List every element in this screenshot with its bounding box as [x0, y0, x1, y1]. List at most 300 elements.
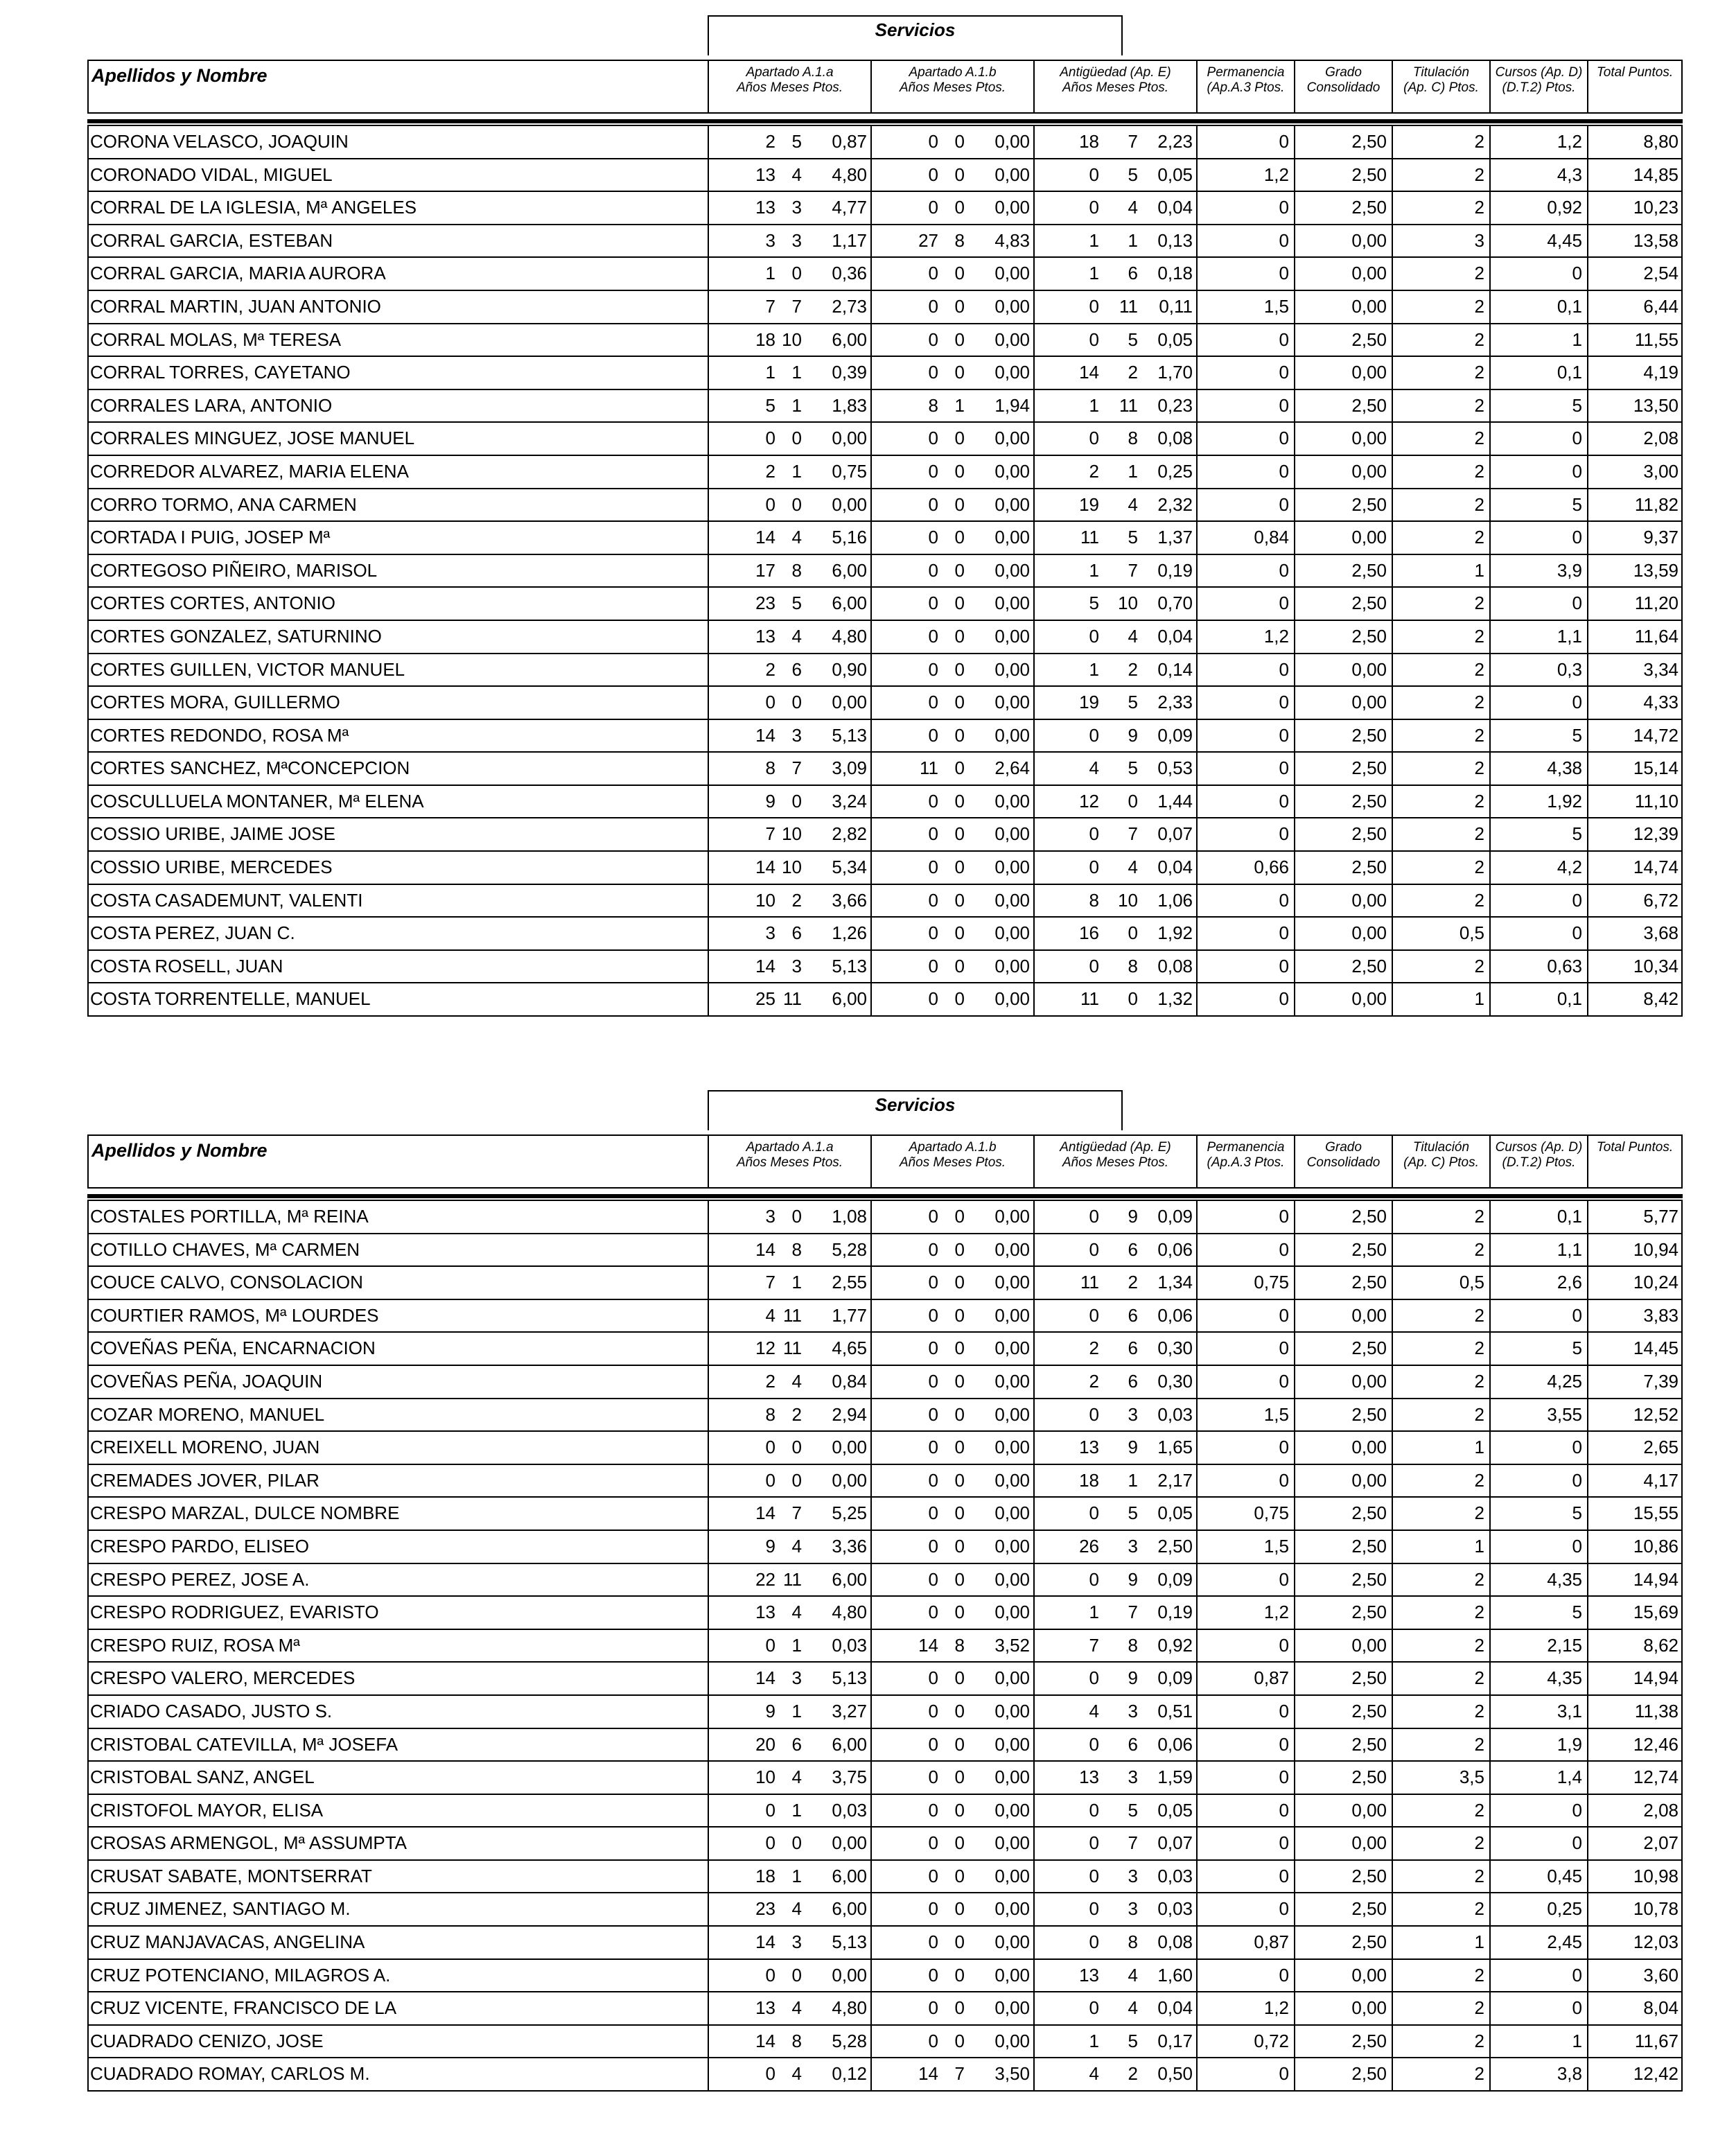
cell-a1a-anos: 0	[765, 692, 775, 713]
cell-total: 11,64	[1634, 625, 1678, 647]
cell-ant-ptos: 0,17	[1157, 2030, 1193, 2051]
cell-total: 2,65	[1643, 1437, 1678, 1458]
cell-ant-ptos: 1,34	[1157, 1272, 1193, 1293]
cell-a1a-anos: 0	[765, 1964, 775, 1986]
cell-a1a-anos: 4	[765, 1304, 775, 1326]
cell-name: CRUZ JIMENEZ, SANTIAGO M.	[90, 1898, 351, 1920]
cell-a1a-ptos: 0,00	[832, 493, 867, 515]
cell-ant-anos: 12	[1079, 790, 1099, 812]
column-divider	[870, 1200, 872, 2090]
cell-grado: 0,00	[1351, 1469, 1387, 1491]
cell-ant-anos: 5	[1089, 593, 1099, 614]
cell-name: CRESPO RUIZ, ROSA Mª	[90, 1634, 300, 1656]
cell-ant-meses: 8	[1128, 1931, 1138, 1953]
cell-ant-ptos: 0,03	[1157, 1898, 1193, 1920]
cell-a1b-anos: 0	[928, 328, 938, 350]
cell-permanencia: 0	[1279, 988, 1289, 1010]
cell-ant-anos: 0	[1089, 295, 1099, 317]
cell-permanencia: 0	[1279, 1898, 1289, 1920]
cell-a1b-ptos: 0,00	[994, 1272, 1030, 1293]
cell-a1a-ptos: 0,12	[832, 2063, 867, 2085]
cell-grado: 2,50	[1351, 1667, 1387, 1689]
cell-titulacion: 2	[1474, 2030, 1484, 2051]
table-row	[89, 653, 1681, 686]
cell-a1b-ptos: 0,00	[994, 790, 1030, 812]
cell-name: COVEÑAS PEÑA, JOAQUIN	[90, 1370, 323, 1392]
column-divider	[1294, 125, 1295, 1015]
cell-ant-ptos: 0,05	[1157, 1502, 1193, 1524]
cell-ant-ptos: 0,04	[1157, 1997, 1193, 2019]
cell-a1b-meses: 0	[954, 658, 965, 680]
cell-titulacion: 2	[1474, 263, 1484, 284]
cell-a1b-meses: 8	[954, 1634, 965, 1656]
cell-ant-meses: 5	[1128, 1502, 1138, 1524]
cell-titulacion: 2	[1474, 593, 1484, 614]
cell-cursos: 4,35	[1547, 1568, 1582, 1590]
cell-cursos: 0	[1572, 922, 1582, 944]
cell-cursos: 2,45	[1547, 1931, 1582, 1953]
cell-a1b-anos: 0	[928, 1238, 938, 1260]
cell-ant-meses: 6	[1128, 263, 1138, 284]
header-tit-line2: (Ap. C) Ptos.	[1403, 1155, 1479, 1170]
header-divider	[87, 119, 1683, 123]
cell-a1b-ptos: 0,00	[994, 593, 1030, 614]
cell-total: 6,72	[1643, 889, 1678, 911]
cell-total: 10,34	[1633, 955, 1678, 976]
header-name: Apellidos y Nombre	[87, 1134, 708, 1189]
cell-a1a-ptos: 5,34	[832, 857, 867, 878]
cell-a1a-meses: 6	[791, 1733, 802, 1755]
cell-a1a-anos: 0	[765, 1469, 775, 1491]
cell-a1b-anos: 0	[928, 1767, 938, 1788]
cell-ant-ptos: 0,25	[1157, 460, 1193, 482]
cell-a1b-ptos: 0,00	[994, 658, 1030, 680]
cell-total: 2,08	[1643, 428, 1678, 449]
cell-a1a-ptos: 1,17	[832, 229, 867, 251]
cell-total: 3,68	[1643, 922, 1678, 944]
cell-a1b-anos: 0	[928, 1272, 938, 1293]
cell-grado: 2,50	[1351, 955, 1387, 976]
cell-ant-ptos: 1,60	[1157, 1964, 1193, 1986]
cell-a1a-meses: 1	[791, 1634, 802, 1656]
header-total	[1587, 1134, 1683, 1189]
cell-a1a-meses: 3	[791, 197, 802, 218]
cell-grado: 0,00	[1351, 527, 1387, 548]
cell-permanencia: 0,75	[1254, 1502, 1289, 1524]
cell-a1a-meses: 0	[791, 1964, 802, 1986]
servicios-header: Servicios	[708, 15, 1123, 55]
cell-name: CORTES CORTES, ANTONIO	[90, 593, 335, 614]
cell-cursos: 4,2	[1557, 857, 1582, 878]
cell-name: CORONADO VIDAL, MIGUEL	[90, 164, 333, 185]
cell-grado: 2,50	[1351, 1602, 1387, 1623]
cell-permanencia: 0	[1279, 1865, 1289, 1886]
cell-a1a-meses: 8	[791, 1238, 802, 1260]
cell-name: COSTA PEREZ, JUAN C.	[90, 922, 295, 944]
cell-grado: 0,00	[1351, 1832, 1387, 1854]
cell-a1b-anos: 0	[928, 922, 938, 944]
cell-a1a-ptos: 5,13	[832, 1667, 867, 1689]
cell-ant-ptos: 0,08	[1157, 955, 1193, 976]
cell-grado: 0,00	[1351, 295, 1387, 317]
cell-a1b-meses: 0	[954, 724, 965, 746]
cell-a1b-ptos: 0,00	[994, 527, 1030, 548]
cell-permanencia: 0	[1279, 1238, 1289, 1260]
cell-a1a-meses: 8	[791, 559, 802, 581]
cell-grado: 0,00	[1351, 922, 1387, 944]
cell-a1a-meses: 11	[783, 1568, 802, 1590]
table-row	[89, 1595, 1681, 1629]
cell-permanencia: 0,87	[1254, 1931, 1289, 1953]
cell-ant-meses: 4	[1128, 1997, 1138, 2019]
cell-titulacion: 2	[1474, 2063, 1484, 2085]
cell-total: 15,55	[1633, 1502, 1678, 1524]
cell-a1a-meses: 1	[791, 1700, 802, 1721]
cell-a1b-anos: 0	[928, 1568, 938, 1590]
cell-permanencia: 1,2	[1263, 1602, 1289, 1623]
cell-a1a-meses: 4	[791, 1898, 802, 1920]
cell-grado: 2,50	[1351, 593, 1387, 614]
cell-ant-meses: 8	[1128, 955, 1138, 976]
cell-ant-ptos: 0,06	[1157, 1733, 1193, 1755]
cell-a1b-anos: 0	[928, 790, 938, 812]
cell-name: CORREDOR ALVAREZ, MARIA ELENA	[90, 460, 409, 482]
cell-a1a-ptos: 5,28	[832, 2030, 867, 2051]
cell-a1a-anos: 10	[755, 1767, 775, 1788]
cell-a1b-anos: 0	[928, 493, 938, 515]
cell-permanencia: 1,5	[1263, 1403, 1289, 1425]
cell-ant-ptos: 0,30	[1157, 1338, 1193, 1359]
cell-name: CRUZ POTENCIANO, MILAGROS A.	[90, 1964, 391, 1986]
cell-a1b-ptos: 0,00	[994, 164, 1030, 185]
cell-a1a-meses: 4	[791, 2063, 802, 2085]
cell-cursos: 0	[1572, 1535, 1582, 1557]
cell-ant-meses: 9	[1128, 1206, 1138, 1227]
cell-a1a-meses: 1	[791, 1865, 802, 1886]
cell-total: 8,80	[1643, 131, 1678, 152]
header-a1b-line1: Apartado A.1.b	[909, 1140, 997, 1155]
cell-ant-anos: 1	[1089, 394, 1099, 416]
cell-name: CORTES GONZALEZ, SATURNINO	[90, 625, 382, 647]
cell-a1a-anos: 0	[765, 1634, 775, 1656]
cell-titulacion: 2	[1474, 1304, 1484, 1326]
cell-a1b-meses: 0	[954, 1206, 965, 1227]
cell-ant-anos: 16	[1079, 922, 1099, 944]
cell-a1b-anos: 0	[928, 559, 938, 581]
cell-ant-ptos: 0,09	[1157, 724, 1193, 746]
header-a1a	[708, 60, 870, 114]
cell-a1a-ptos: 1,77	[832, 1304, 867, 1326]
cell-a1a-anos: 23	[755, 1898, 775, 1920]
cell-a1b-ptos: 0,00	[994, 131, 1030, 152]
cell-ant-meses: 5	[1128, 1799, 1138, 1821]
cell-cursos: 2,15	[1547, 1634, 1582, 1656]
cell-grado: 2,50	[1351, 1865, 1387, 1886]
cell-a1a-meses: 0	[791, 263, 802, 284]
cell-a1b-meses: 0	[954, 1370, 965, 1392]
cell-cursos: 2,6	[1557, 1272, 1582, 1293]
cell-a1b-anos: 0	[928, 823, 938, 845]
cell-a1b-anos: 0	[928, 1206, 938, 1227]
cell-a1a-ptos: 5,25	[832, 1502, 867, 1524]
cell-titulacion: 2	[1474, 1832, 1484, 1854]
cell-cursos: 0	[1572, 1437, 1582, 1458]
cell-ant-anos: 11	[1080, 988, 1099, 1010]
cell-a1a-meses: 4	[791, 625, 802, 647]
column-header-row	[87, 60, 1683, 115]
cell-a1b-meses: 0	[954, 1931, 965, 1953]
cell-a1b-anos: 0	[928, 692, 938, 713]
cell-total: 10,94	[1633, 1238, 1678, 1260]
cell-titulacion: 2	[1474, 295, 1484, 317]
cell-ant-anos: 2	[1089, 1338, 1099, 1359]
cell-a1b-anos: 0	[928, 1338, 938, 1359]
cell-cursos: 0	[1572, 1997, 1582, 2019]
cell-a1a-anos: 20	[755, 1733, 775, 1755]
cell-permanencia: 0	[1279, 692, 1289, 713]
cell-ant-meses: 3	[1128, 1865, 1138, 1886]
cell-permanencia: 0	[1279, 593, 1289, 614]
cell-total: 15,14	[1633, 757, 1678, 779]
cell-total: 11,20	[1634, 593, 1678, 614]
cell-a1a-anos: 7	[765, 295, 775, 317]
header-total-line1: Total Puntos.	[1596, 1140, 1674, 1155]
cell-grado: 0,00	[1351, 1799, 1387, 1821]
cell-permanencia: 1,2	[1263, 164, 1289, 185]
cell-total: 4,19	[1643, 362, 1678, 383]
cell-a1a-ptos: 6,00	[832, 593, 867, 614]
cell-name: CORRAL TORRES, CAYETANO	[90, 362, 351, 383]
cell-ant-meses: 1	[1128, 460, 1138, 482]
cell-ant-ptos: 1,92	[1157, 922, 1193, 944]
cell-ant-ptos: 0,19	[1157, 1602, 1193, 1623]
cell-ant-meses: 3	[1128, 1898, 1138, 1920]
cell-a1a-anos: 25	[755, 988, 775, 1010]
cell-a1b-anos: 8	[928, 394, 938, 416]
cell-a1b-meses: 0	[954, 2030, 965, 2051]
header-ant-line1: Antigüedad (Ap. E)	[1060, 65, 1171, 80]
cell-ant-ptos: 0,09	[1157, 1206, 1193, 1227]
cell-a1a-meses: 5	[791, 593, 802, 614]
table-row	[89, 1265, 1681, 1299]
cell-cursos: 0	[1572, 263, 1582, 284]
cell-name: CREMADES JOVER, PILAR	[90, 1469, 319, 1491]
cell-a1b-meses: 0	[954, 328, 965, 350]
cell-a1b-ptos: 0,00	[994, 1832, 1030, 1854]
cell-a1a-anos: 8	[765, 757, 775, 779]
cell-a1a-ptos: 1,26	[832, 922, 867, 944]
cell-a1b-anos: 0	[928, 1865, 938, 1886]
cell-a1a-anos: 13	[755, 197, 775, 218]
cell-total: 11,82	[1634, 493, 1678, 515]
cell-titulacion: 2	[1474, 1568, 1484, 1590]
cell-ant-meses: 7	[1128, 1832, 1138, 1854]
cell-ant-meses: 5	[1128, 164, 1138, 185]
cell-ant-ptos: 0,50	[1157, 2063, 1193, 2085]
cell-cursos: 0,92	[1547, 197, 1582, 218]
cell-a1b-ptos: 0,00	[994, 1502, 1030, 1524]
cell-a1b-anos: 0	[928, 2030, 938, 2051]
cell-a1b-meses: 0	[954, 823, 965, 845]
header-a1b	[870, 60, 1033, 114]
cell-ant-ptos: 1,65	[1157, 1437, 1193, 1458]
header-tit	[1392, 1134, 1489, 1189]
cell-a1a-anos: 0	[765, 428, 775, 449]
cell-total: 12,42	[1633, 2063, 1678, 2085]
cell-ant-ptos: 0,05	[1157, 1799, 1193, 1821]
cell-ant-ptos: 0,92	[1157, 1634, 1193, 1656]
header-a1a-line2: Años Meses Ptos.	[736, 1155, 843, 1170]
table-row	[89, 1200, 1681, 1233]
cell-ant-meses: 9	[1128, 1667, 1138, 1689]
cell-a1b-ptos: 0,00	[994, 1700, 1030, 1721]
cell-name: CRISTOFOL MAYOR, ELISA	[90, 1799, 324, 1821]
cell-permanencia: 0,66	[1254, 857, 1289, 878]
cell-a1b-ptos: 2,64	[994, 757, 1030, 779]
cell-ant-meses: 4	[1128, 493, 1138, 515]
cell-a1a-anos: 14	[755, 527, 775, 548]
cell-a1b-anos: 0	[928, 164, 938, 185]
table-row	[89, 1629, 1681, 1662]
cell-total: 13,58	[1633, 229, 1678, 251]
cell-a1b-meses: 0	[954, 757, 965, 779]
cell-cursos: 5	[1572, 1338, 1582, 1359]
cell-total: 11,67	[1634, 2030, 1678, 2051]
cell-a1a-anos: 14	[755, 857, 775, 878]
cell-titulacion: 2	[1474, 1338, 1484, 1359]
cell-a1a-anos: 9	[765, 1700, 775, 1721]
cell-permanencia: 0	[1279, 229, 1289, 251]
cell-cursos: 0,63	[1547, 955, 1582, 976]
cell-name: CUADRADO CENIZO, JOSE	[90, 2030, 324, 2051]
cell-total: 8,62	[1643, 1634, 1678, 1656]
cell-total: 12,52	[1633, 1403, 1678, 1425]
cell-ant-anos: 0	[1089, 1667, 1099, 1689]
cell-a1b-anos: 0	[928, 625, 938, 647]
cell-a1b-ptos: 3,52	[994, 1634, 1030, 1656]
cell-a1b-anos: 0	[928, 658, 938, 680]
cell-a1b-anos: 14	[918, 2063, 938, 2085]
cell-a1b-meses: 0	[954, 1733, 965, 1755]
cell-a1a-ptos: 5,13	[832, 1931, 867, 1953]
cell-ant-anos: 0	[1089, 1898, 1099, 1920]
cell-cursos: 0	[1572, 527, 1582, 548]
cell-total: 15,69	[1633, 1602, 1678, 1623]
cell-ant-anos: 0	[1089, 1997, 1099, 2019]
cell-a1a-anos: 2	[765, 460, 775, 482]
cell-a1b-anos: 0	[928, 1700, 938, 1721]
cell-a1b-anos: 0	[928, 1535, 938, 1557]
column-divider	[1489, 1200, 1491, 2090]
table-row	[89, 884, 1681, 917]
cell-a1b-ptos: 0,00	[994, 724, 1030, 746]
cell-a1a-meses: 0	[791, 790, 802, 812]
cell-ant-anos: 0	[1089, 1568, 1099, 1590]
cell-a1a-meses: 2	[791, 889, 802, 911]
cell-a1a-meses: 7	[791, 757, 802, 779]
header-a1b-line2: Años Meses Ptos.	[899, 80, 1006, 95]
cell-titulacion: 2	[1474, 1964, 1484, 1986]
cell-name: COSTA ROSELL, JUAN	[90, 955, 283, 976]
table-row	[89, 1694, 1681, 1728]
cell-a1b-meses: 0	[954, 1799, 965, 1821]
cell-grado: 2,50	[1351, 1502, 1387, 1524]
cell-a1a-ptos: 0,84	[832, 1370, 867, 1392]
cell-a1a-ptos: 0,87	[832, 131, 867, 152]
cell-a1a-anos: 3	[765, 922, 775, 944]
cell-titulacion: 2	[1474, 1733, 1484, 1755]
cell-total: 10,78	[1633, 1898, 1678, 1920]
cell-name: CRESPO PARDO, ELISEO	[90, 1535, 309, 1557]
cell-permanencia: 0	[1279, 757, 1289, 779]
cell-titulacion: 1	[1474, 559, 1484, 581]
column-divider	[1033, 125, 1035, 1015]
cell-a1a-meses: 5	[791, 131, 802, 152]
cell-a1b-ptos: 0,00	[994, 428, 1030, 449]
cell-ant-ptos: 0,53	[1157, 757, 1193, 779]
cell-a1a-meses: 1	[791, 460, 802, 482]
cell-ant-ptos: 0,04	[1157, 857, 1193, 878]
cell-total: 14,45	[1633, 1338, 1678, 1359]
cell-a1b-ptos: 0,00	[994, 1667, 1030, 1689]
cell-ant-meses: 6	[1128, 1238, 1138, 1260]
cell-ant-meses: 8	[1128, 1634, 1138, 1656]
header-grado-line1: Grado	[1325, 1140, 1362, 1155]
cell-cursos: 0,1	[1557, 295, 1582, 317]
table-row	[89, 290, 1681, 323]
cell-ant-ptos: 0,09	[1157, 1667, 1193, 1689]
cell-a1b-meses: 0	[954, 1602, 965, 1623]
cell-titulacion: 2	[1474, 1700, 1484, 1721]
cell-grado: 2,50	[1351, 823, 1387, 845]
table-row	[89, 158, 1681, 191]
cell-a1a-meses: 0	[791, 1832, 802, 1854]
cell-a1b-meses: 1	[954, 394, 965, 416]
cell-grado: 0,00	[1351, 460, 1387, 482]
cell-name: COTILLO CHAVES, Mª CARMEN	[90, 1238, 360, 1260]
cell-a1a-ptos: 4,80	[832, 1602, 867, 1623]
cell-ant-anos: 0	[1089, 1931, 1099, 1953]
cell-a1a-anos: 17	[755, 559, 775, 581]
cell-total: 3,60	[1643, 1964, 1678, 1986]
table-row	[89, 356, 1681, 389]
table-row	[89, 817, 1681, 850]
cell-total: 9,37	[1643, 527, 1678, 548]
cell-a1a-ptos: 0,00	[832, 1832, 867, 1854]
cell-a1b-ptos: 0,00	[994, 1799, 1030, 1821]
cell-name: CORRALES MINGUEZ, JOSE MANUEL	[90, 428, 415, 449]
table-row	[89, 1398, 1681, 1431]
cell-a1b-anos: 0	[928, 1437, 938, 1458]
cell-total: 10,98	[1633, 1865, 1678, 1886]
table-row	[89, 916, 1681, 949]
cell-a1a-anos: 9	[765, 790, 775, 812]
cell-grado: 2,50	[1351, 790, 1387, 812]
cell-a1a-meses: 10	[782, 823, 802, 845]
header-cursos-line1: Cursos (Ap. D)	[1495, 65, 1583, 80]
cell-a1a-ptos: 6,00	[832, 988, 867, 1010]
cell-a1a-ptos: 4,80	[832, 1997, 867, 2019]
table-row	[89, 1530, 1681, 1563]
cell-a1a-anos: 13	[755, 164, 775, 185]
cell-a1b-ptos: 0,00	[994, 1437, 1030, 1458]
cell-total: 13,59	[1633, 559, 1678, 581]
cell-a1b-ptos: 0,00	[994, 197, 1030, 218]
cell-total: 14,94	[1633, 1667, 1678, 1689]
cell-a1a-anos: 12	[755, 1338, 775, 1359]
cell-total: 10,23	[1633, 197, 1678, 218]
cell-titulacion: 2	[1474, 692, 1484, 713]
